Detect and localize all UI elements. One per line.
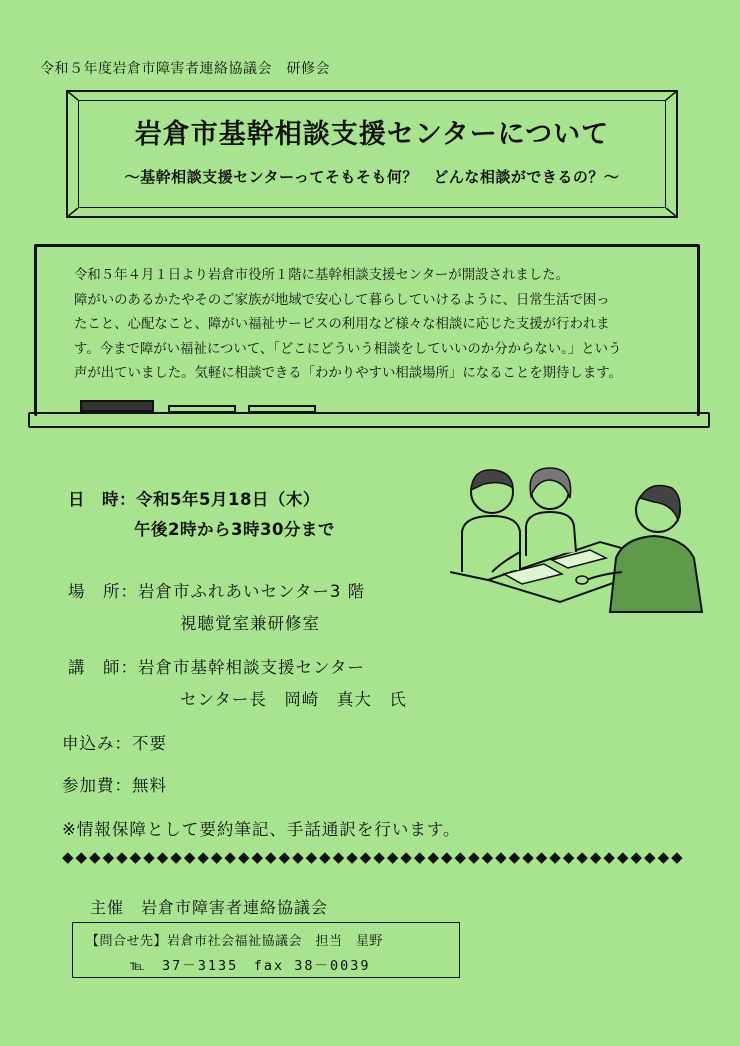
diamond-divider: ◆◆◆◆◆◆◆◆◆◆◆◆◆◆◆◆◆◆◆◆◆◆◆◆◆◆◆◆◆◆◆◆◆◆◆◆◆◆◆◆◆◆◆◆◆◆ [62,848,685,866]
lecturer-label: 講 師： [68,658,138,677]
place-value: 岩倉市ふれあいセンター3 階 [138,582,366,601]
page-title: 岩倉市基幹相談支援センターについて [134,119,610,150]
place-label: 場 所： [68,582,138,601]
consultation-illustration [440,462,710,622]
host-line: 主催 岩倉市障害者連絡協議会 [90,898,329,917]
intro-line: す。今まで障がい福祉について、「どこにどういう相談をしていいのか分からない。」という [74,341,622,357]
eraser-icon [80,400,154,412]
phone-line: ℡ 37－3135 fax 38－0039 [130,958,371,974]
intro-line: 声が出ていました。気軽に相談できる「わかりやすい相談場所」になることを期待します。 [74,366,622,381]
time-value: 午後2時から3時30分まで [134,520,335,539]
lecturer-org: 岩倉市基幹相談支援センター [138,658,365,677]
fee-value: 無料 [132,776,167,795]
chalk-icon [168,405,236,413]
fee-label: 参加費： [62,776,132,795]
apply-value: 不要 [132,734,167,753]
intro-line: たこと、心配なこと、障がい福祉サービスの利用など様々な相談に応じた支援が行われま [74,317,610,332]
accessibility-note: ※情報保障として要約筆記、手話通訳を行います。 [62,820,461,839]
date-label: 日 時： [68,490,136,509]
chalk-icon [248,405,316,413]
intro-text [74,264,674,387]
page-subtitle: ～基幹相談支援センターってそもそも何？ どんな相談ができるの？～ [124,168,620,186]
apply-label: 申込み： [62,734,132,753]
intro-line: 令和５年４月１日より岩倉市役所１階に基幹相談支援センターが開設されました。 [74,268,569,283]
place-room: 視聴覚室兼研修室 [180,614,320,633]
date-value: 令和5年5月18日（木） [136,490,320,509]
contact-line: 【問合せ先】岩倉市社会福祉協議会 担当 星野 [86,934,384,949]
event-series-heading: 令和５年度岩倉市障害者連絡協議会 研修会 [40,61,330,77]
blackboard-tray [28,412,710,428]
title-frame-corners [66,90,678,218]
intro-line: 障がいのあるかたやそのご家族が地域で安心して暮らしていけるように、日常生活で困っ [74,292,610,308]
lecturer-name: センター長 岡崎 真大 氏 [180,690,407,709]
